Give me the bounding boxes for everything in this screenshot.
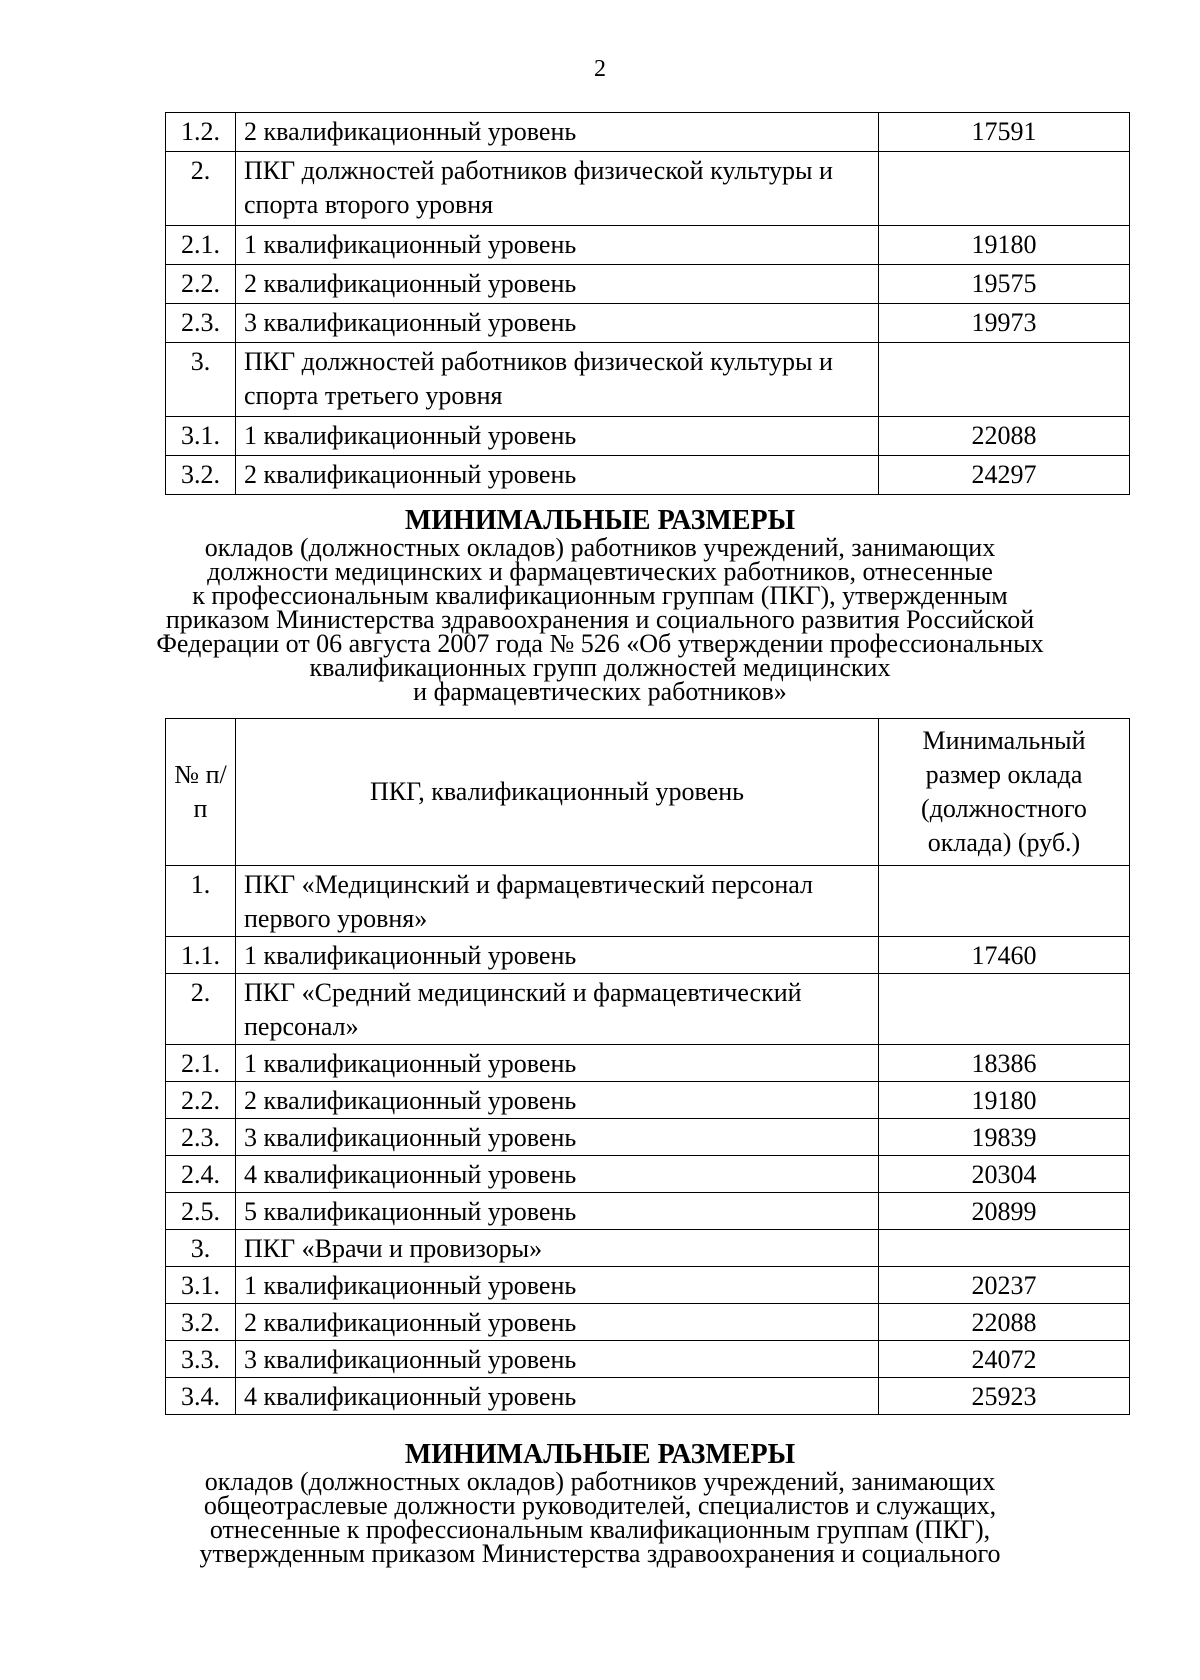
section-description bbox=[0, 533, 1200, 706]
description-line: должности медицинских и фармацевтических работников, отнесенные bbox=[207, 557, 993, 586]
header-group-level: ПКГ, квалификационный уровень bbox=[236, 719, 879, 866]
table-row bbox=[166, 1378, 1130, 1415]
table-row bbox=[166, 1193, 1130, 1230]
row-value: 20899 bbox=[879, 1193, 1130, 1230]
row-name: 1 квалификационный уровень bbox=[236, 937, 879, 974]
row-value: 25923 bbox=[879, 1378, 1130, 1415]
row-value: 17591 bbox=[879, 113, 1130, 152]
row-value: 19180 bbox=[879, 1082, 1130, 1119]
table-row bbox=[166, 866, 1130, 937]
description-line: приказом Министерства здравоохранения и социального развития Российской bbox=[165, 605, 1035, 634]
row-name: 5 квалификационный уровень bbox=[236, 1193, 879, 1230]
row-name: 3 квалификационный уровень bbox=[236, 304, 879, 343]
description-line: квалификационных групп должностей медицинских bbox=[309, 653, 891, 682]
row-value: 19839 bbox=[879, 1119, 1130, 1156]
row-name: ПКГ «Средний медицинский и фармацевтический персонал» bbox=[236, 974, 879, 1045]
row-value: 18386 bbox=[879, 1045, 1130, 1082]
row-value: 19973 bbox=[879, 304, 1130, 343]
row-name: ПКГ «Медицинский и фармацевтический персонал первого уровня» bbox=[236, 866, 879, 937]
row-number: 1.2. bbox=[166, 113, 236, 152]
header-number: № п/п bbox=[166, 719, 236, 866]
salary-table-sport-body bbox=[166, 113, 1130, 495]
description-line: окладов (должностных окладов) работников учреждений, занимающих bbox=[204, 1467, 996, 1496]
table-header-row bbox=[166, 719, 1130, 866]
row-name: 3 квалификационный уровень bbox=[236, 1341, 879, 1378]
row-name: 1 квалификационный уровень bbox=[236, 417, 879, 456]
row-value: 19575 bbox=[879, 265, 1130, 304]
row-name: 1 квалификационный уровень bbox=[236, 1045, 879, 1082]
description-line: окладов (должностных окладов) работников учреждений, занимающих bbox=[204, 533, 996, 562]
section-description bbox=[0, 1467, 1200, 1568]
row-name: 1 квалификационный уровень bbox=[236, 1267, 879, 1304]
description-line: общеотраслевые должности руководителей, специалистов и служащих, bbox=[203, 1491, 997, 1520]
row-number: 2.5. bbox=[166, 1193, 236, 1230]
table-row bbox=[166, 974, 1130, 1045]
table-row bbox=[166, 1267, 1130, 1304]
section-heading-medical bbox=[0, 506, 1200, 704]
row-name: 2 квалификационный уровень bbox=[236, 456, 879, 495]
table-row bbox=[166, 343, 1130, 417]
section-heading-general bbox=[0, 1440, 1200, 1566]
row-number: 3. bbox=[166, 343, 236, 417]
row-value bbox=[879, 974, 1130, 1045]
row-name: ПКГ «Врачи и провизоры» bbox=[236, 1230, 879, 1267]
page-number: 2 bbox=[594, 56, 606, 82]
table-row bbox=[166, 152, 1130, 226]
row-name: ПКГ должностей работников физической культуры и спорта третьего уровня bbox=[236, 343, 879, 417]
row-number: 1. bbox=[166, 866, 236, 937]
table-row bbox=[166, 456, 1130, 495]
row-number: 2.3. bbox=[166, 1119, 236, 1156]
row-number: 2.1. bbox=[166, 1045, 236, 1082]
salary-table-medical-body bbox=[166, 719, 1130, 1415]
description-line: к профессиональным квалификационным группам (ПКГ), утвержденным bbox=[192, 581, 1008, 610]
description-line: утвержденным приказом Министерства здравоохранения и социального bbox=[199, 1539, 1001, 1568]
header-min-salary: Минимальный размер оклада (должностного оклада) (руб.) bbox=[879, 719, 1130, 866]
description-line: отнесенные к профессиональным квалификационным группам (ПКГ), bbox=[209, 1515, 991, 1544]
row-value: 24297 bbox=[879, 456, 1130, 495]
section-title: МИНИМАЛЬНЫЕ РАЗМЕРЫ bbox=[404, 505, 796, 536]
row-name: 2 квалификационный уровень bbox=[236, 265, 879, 304]
row-value: 22088 bbox=[879, 417, 1130, 456]
row-number: 1.1. bbox=[166, 937, 236, 974]
row-name: 3 квалификационный уровень bbox=[236, 1119, 879, 1156]
row-name: 2 квалификационный уровень bbox=[236, 1304, 879, 1341]
row-name: ПКГ должностей работников физической культуры и спорта второго уровня bbox=[236, 152, 879, 226]
row-number: 2.3. bbox=[166, 304, 236, 343]
row-number: 3.4. bbox=[166, 1378, 236, 1415]
table-row bbox=[166, 1119, 1130, 1156]
section-title: МИНИМАЛЬНЫЕ РАЗМЕРЫ bbox=[404, 1439, 796, 1470]
table-row bbox=[166, 1304, 1130, 1341]
table-row bbox=[166, 1045, 1130, 1082]
row-value: 20237 bbox=[879, 1267, 1130, 1304]
row-number: 2.2. bbox=[166, 265, 236, 304]
row-value bbox=[879, 866, 1130, 937]
row-number: 2. bbox=[166, 974, 236, 1045]
row-name: 2 квалификационный уровень bbox=[236, 1082, 879, 1119]
row-value: 19180 bbox=[879, 226, 1130, 265]
table-row bbox=[166, 113, 1130, 152]
table-row bbox=[166, 226, 1130, 265]
row-name: 1 квалификационный уровень bbox=[236, 226, 879, 265]
row-name: 4 квалификационный уровень bbox=[236, 1156, 879, 1193]
description-line: и фармацевтических работников» bbox=[413, 677, 787, 706]
row-value: 22088 bbox=[879, 1304, 1130, 1341]
row-value: 24072 bbox=[879, 1341, 1130, 1378]
row-number: 2. bbox=[166, 152, 236, 226]
description-line: Федерации от 06 августа 2007 года № 526 «Об утверждении профессиональных bbox=[156, 629, 1044, 658]
table-row bbox=[166, 1082, 1130, 1119]
salary-table-sport bbox=[165, 112, 1130, 495]
table-row bbox=[166, 265, 1130, 304]
row-value bbox=[879, 1230, 1130, 1267]
table-row bbox=[166, 1156, 1130, 1193]
table-row bbox=[166, 304, 1130, 343]
row-value: 17460 bbox=[879, 937, 1130, 974]
row-number: 2.2. bbox=[166, 1082, 236, 1119]
row-number: 2.4. bbox=[166, 1156, 236, 1193]
row-name: 2 квалификационный уровень bbox=[236, 113, 879, 152]
row-name: 4 квалификационный уровень bbox=[236, 1378, 879, 1415]
salary-table-medical bbox=[165, 718, 1130, 1415]
table-row bbox=[166, 1230, 1130, 1267]
row-number: 3.3. bbox=[166, 1341, 236, 1378]
row-value bbox=[879, 152, 1130, 226]
table-row bbox=[166, 1341, 1130, 1378]
row-number: 3.2. bbox=[166, 456, 236, 495]
row-value: 20304 bbox=[879, 1156, 1130, 1193]
table-row bbox=[166, 937, 1130, 974]
row-number: 3. bbox=[166, 1230, 236, 1267]
row-value bbox=[879, 343, 1130, 417]
table-row bbox=[166, 417, 1130, 456]
row-number: 3.1. bbox=[166, 417, 236, 456]
row-number: 2.1. bbox=[166, 226, 236, 265]
row-number: 3.1. bbox=[166, 1267, 236, 1304]
row-number: 3.2. bbox=[166, 1304, 236, 1341]
